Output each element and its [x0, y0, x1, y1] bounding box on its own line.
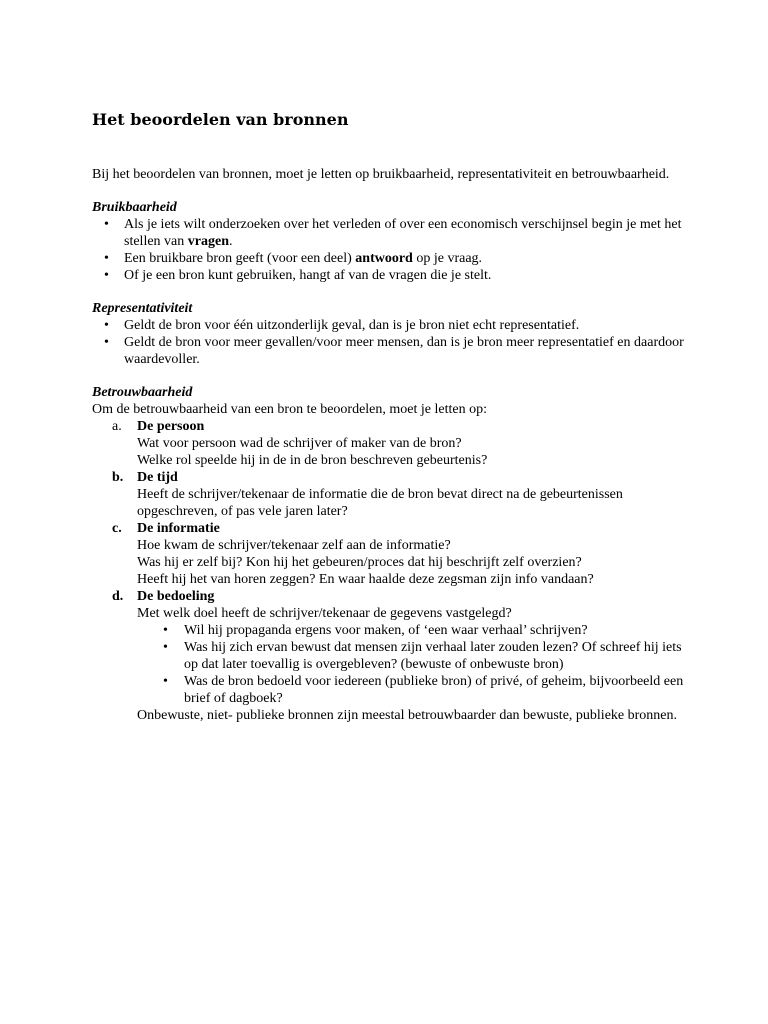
- list-item: • Of je een bron kunt gebruiken, hangt af van de vragen die je stelt.: [124, 267, 692, 284]
- criterion-persoon: [92, 418, 692, 469]
- criterion-line: Was hij er zelf bij? Kon hij het gebeuren/proces dat hij beschrijft zelf overzien?: [137, 555, 582, 570]
- list-item: • Als je iets wilt onderzoeken over het verleden of over een economisch verschijnsel begin je met het stellen van vragen.: [124, 216, 692, 250]
- bullet-list: [92, 216, 692, 284]
- document: [92, 110, 692, 740]
- list-item: • Geldt de bron voor meer gevallen/voor meer mensen, dan is je bron meer representatief en daardoor waardevoller.: [124, 334, 692, 368]
- criterion-title: De tijd: [137, 470, 178, 485]
- list-item: • Was hij zich ervan bewust dat mensen zijn verhaal later zouden lezen? Of schreef hij iets op dat later toevallig is overgebleven? (bewuste of onbewuste bron): [184, 639, 692, 673]
- section-representativiteit: [92, 300, 692, 368]
- list-item: • Geldt de bron voor één uitzonderlijk geval, dan is je bron niet echt representatief.: [124, 317, 692, 334]
- criterion-tijd: [92, 469, 692, 520]
- criterion-line: Met welk doel heeft de schrijver/tekenaar de gegevens vastgelegd?: [137, 606, 512, 621]
- list-marker: c.: [112, 521, 122, 536]
- page-title: Het beoordelen van bronnen: [92, 110, 349, 129]
- list-marker: a.: [112, 419, 122, 434]
- criteria-list: [92, 418, 692, 724]
- criterion-title: De persoon: [137, 419, 205, 434]
- list-item: • Was de bron bedoeld voor iedereen (publieke bron) of privé, of geheim, bijvoorbeeld een brief of dagboek?: [184, 673, 692, 707]
- section-heading: Betrouwbaarheid: [92, 385, 193, 400]
- sub-bullet-list: [137, 622, 692, 707]
- criterion-line: Heeft hij het van horen zeggen? En waar haalde deze zegsman zijn info vandaan?: [137, 572, 594, 587]
- list-item: • Een bruikbare bron geeft (voor een deel) antwoord op je vraag.: [124, 250, 692, 267]
- section-heading: Bruikbaarheid: [92, 200, 177, 215]
- section-heading: Representativiteit: [92, 301, 193, 316]
- list-marker: b.: [112, 470, 124, 485]
- criterion-line: Hoe kwam de schrijver/tekenaar zelf aan de informatie?: [137, 538, 451, 553]
- list-marker: d.: [112, 589, 124, 604]
- criterion-bedoeling: [92, 588, 692, 724]
- criterion-informatie: [92, 520, 692, 588]
- criterion-line: Wat voor persoon wad de schrijver of maker van de bron?: [137, 436, 462, 451]
- criterion-title: De informatie: [137, 521, 220, 536]
- section-bruikbaarheid: [92, 199, 692, 284]
- list-item: • Wil hij propaganda ergens voor maken, of ‘een waar verhaal’ schrijven?: [184, 622, 692, 639]
- section-intro: Om de betrouwbaarheid van een bron te beoordelen, moet je letten op:: [92, 402, 487, 417]
- criterion-title: De bedoeling: [137, 589, 215, 604]
- closing-note: Onbewuste, niet- publieke bronnen zijn meestal betrouwbaarder dan bewuste, publieke bronnen.: [137, 708, 677, 723]
- criterion-line: Heeft de schrijver/tekenaar de informatie die de bron bevat direct na de gebeurtenissen opgeschreven, of pas vele jaren later?: [137, 487, 623, 519]
- bullet-list: [92, 317, 692, 368]
- intro-paragraph: Bij het beoordelen van bronnen, moet je letten op bruikbaarheid, representativiteit en betrouwbaarheid.: [92, 167, 670, 182]
- criterion-line: Welke rol speelde hij in de in de bron beschreven gebeurtenis?: [137, 453, 488, 468]
- section-betrouwbaarheid: [92, 384, 692, 724]
